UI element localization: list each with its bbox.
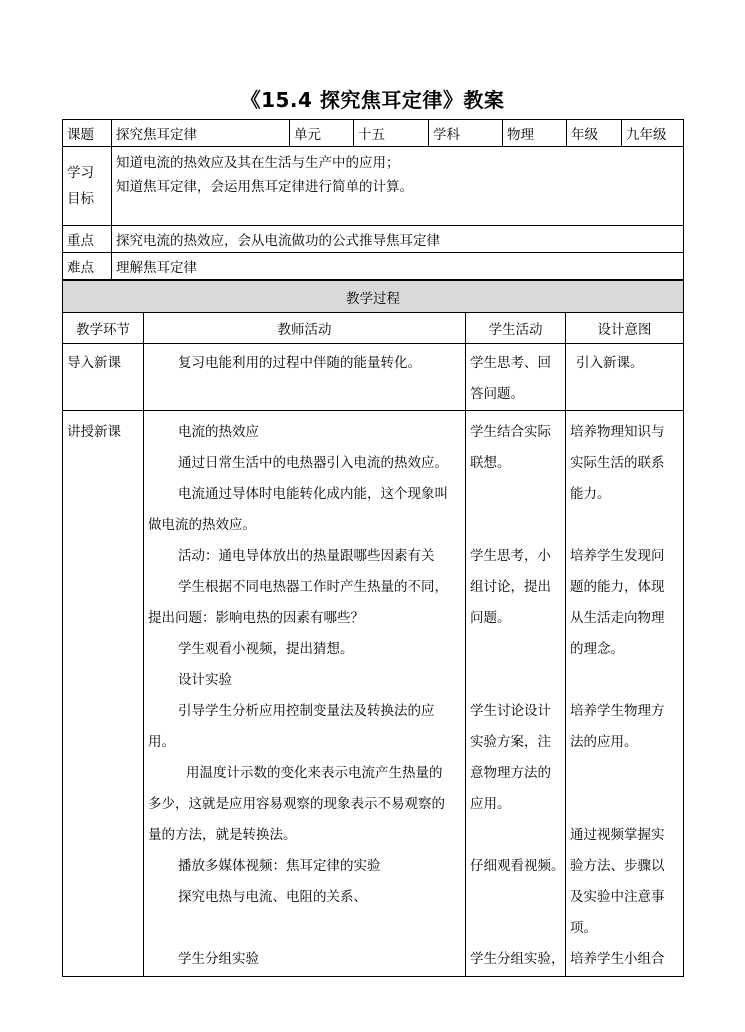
unit-value: 十五 xyxy=(354,120,429,147)
lecture-stage xyxy=(63,411,144,977)
intent-line: 能力。 xyxy=(570,486,611,502)
goal-1: 知道电流的热效应及其在生活与生产中的应用； xyxy=(116,155,400,171)
label-goal xyxy=(63,147,112,226)
student-line xyxy=(470,510,561,541)
intent-line: 培养物理知识与 xyxy=(570,424,665,440)
intent-line xyxy=(570,789,679,820)
grade-value: 九年级 xyxy=(622,120,684,147)
intent-line: 通过视频掌握实 xyxy=(570,827,665,843)
teacher-line: 播放多媒体视频：焦耳定律的实验 xyxy=(178,858,381,874)
teacher-line: 设计实验 xyxy=(178,672,232,688)
label-topic: 课题 xyxy=(63,120,112,147)
student-line: 联想。 xyxy=(470,455,511,471)
lecture-stage-text: 讲授新课 xyxy=(67,424,121,440)
student-line: 意物理方法的 xyxy=(470,765,551,781)
intent-line: 从生活走向物理 xyxy=(570,610,665,626)
student-line xyxy=(470,634,561,665)
teacher-line: 量的方法，就是转换法。 xyxy=(148,827,297,843)
intent-line: 验方法、步骤以 xyxy=(570,858,665,874)
col-student: 学生活动 xyxy=(466,313,566,344)
teacher-line xyxy=(148,913,461,944)
teacher-line: 探究电热与电流、电阻的关系、 xyxy=(178,889,367,905)
page-title: 《15.4 探究焦耳定律》教案 xyxy=(240,88,505,112)
label-unit: 单元 xyxy=(290,120,354,147)
col-teacher: 教师活动 xyxy=(144,313,466,344)
student-line: 应用。 xyxy=(470,796,511,812)
difficult-value: 理解焦耳定律 xyxy=(112,253,684,280)
intro-stage xyxy=(63,344,144,411)
teacher-line: 用温度计示数的变化来表示电流产生热量的 xyxy=(186,765,443,781)
student-line xyxy=(470,665,561,696)
student-line: 问题。 xyxy=(470,610,511,626)
teacher-line: 电流的热效应 xyxy=(178,424,259,440)
lecture-intent xyxy=(566,411,684,977)
label-difficult: 难点 xyxy=(63,253,112,280)
label-key: 重点 xyxy=(63,226,112,253)
intro-student xyxy=(466,344,566,411)
student-line: 学生分组实验， xyxy=(470,951,565,967)
intent-line: 培养学生小组合 xyxy=(570,951,665,967)
info-table xyxy=(62,119,684,280)
goal-label-text: 学习目标 xyxy=(67,165,94,207)
teacher-line: 学生分组实验 xyxy=(178,951,259,967)
teacher-line: 引导学生分析应用控制变量法及转换法的应 xyxy=(178,703,435,719)
teacher-line: 学生观看小视频，提出猜想。 xyxy=(178,641,354,657)
intro-teacher-text: 复习电能利用的过程中伴随的能量转化。 xyxy=(178,355,421,371)
intro-teacher xyxy=(144,344,466,411)
goals-cell xyxy=(112,147,684,226)
intent-line xyxy=(570,665,679,696)
teacher-line: 多少，这就是应用容易观察的现象表示不易观察的 xyxy=(148,796,445,812)
label-grade: 年级 xyxy=(567,120,622,147)
student-line xyxy=(470,882,561,913)
intent-line: 法的应用。 xyxy=(570,734,638,750)
intro-stage-text: 导入新课 xyxy=(67,355,121,371)
intro-student-line: 学生思考、回 xyxy=(470,355,551,371)
teacher-line: 活动：通电导体放出的热量跟哪些因素有关 xyxy=(178,548,435,564)
intent-line xyxy=(570,758,679,789)
student-line xyxy=(470,479,561,510)
intent-line: 的理念。 xyxy=(570,641,624,657)
teacher-line: 用。 xyxy=(148,734,175,750)
process-table xyxy=(62,280,684,977)
intro-intent-text: 引入新课。 xyxy=(576,355,644,371)
key-value: 探究电流的热效应，会从电流做功的公式推导焦耳定律 xyxy=(112,226,684,253)
goal-2: 知道焦耳定律，会运用焦耳定律进行简单的计算。 xyxy=(116,179,413,195)
teacher-line: 电流通过导体时电能转化成内能，这个现象叫 xyxy=(178,486,448,502)
student-line: 实验方案，注 xyxy=(470,734,551,750)
teacher-line: 学生根据不同电热器工作时产生热量的不同， xyxy=(178,579,448,595)
intent-line: 及实验中注意事 xyxy=(570,889,665,905)
intent-line: 题的能力，体现 xyxy=(570,579,665,595)
topic-value: 探究焦耳定律 xyxy=(112,120,290,147)
lecture-teacher xyxy=(144,411,466,977)
student-line: 仔细观看视频。 xyxy=(470,858,565,874)
intent-line: 实际生活的联系 xyxy=(570,455,665,471)
student-line: 学生思考，小 xyxy=(470,548,551,564)
subject-value: 物理 xyxy=(503,120,567,147)
intro-student-line: 答问题。 xyxy=(470,386,524,402)
lecture-student xyxy=(466,411,566,977)
teacher-line: 提出问题：影响电热的因素有哪些？ xyxy=(148,610,364,626)
student-line: 学生讨论设计 xyxy=(470,703,551,719)
intro-intent xyxy=(566,344,684,411)
teacher-line: 做电流的热效应。 xyxy=(148,517,256,533)
label-subject: 学科 xyxy=(429,120,503,147)
intent-line xyxy=(570,510,679,541)
intent-line: 项。 xyxy=(570,920,597,936)
student-line: 组讨论，提出 xyxy=(470,579,551,595)
student-line xyxy=(470,913,561,944)
teacher-line: 通过日常生活中的电热器引入电流的热效应。 xyxy=(178,455,448,471)
intent-line: 培养学生物理方 xyxy=(570,703,665,719)
student-line: 学生结合实际 xyxy=(470,424,551,440)
col-intent: 设计意图 xyxy=(566,313,684,344)
intent-line: 培养学生发现问 xyxy=(570,548,665,564)
student-line xyxy=(470,820,561,851)
process-header: 教学过程 xyxy=(63,281,684,313)
col-stage: 教学环节 xyxy=(63,313,144,344)
